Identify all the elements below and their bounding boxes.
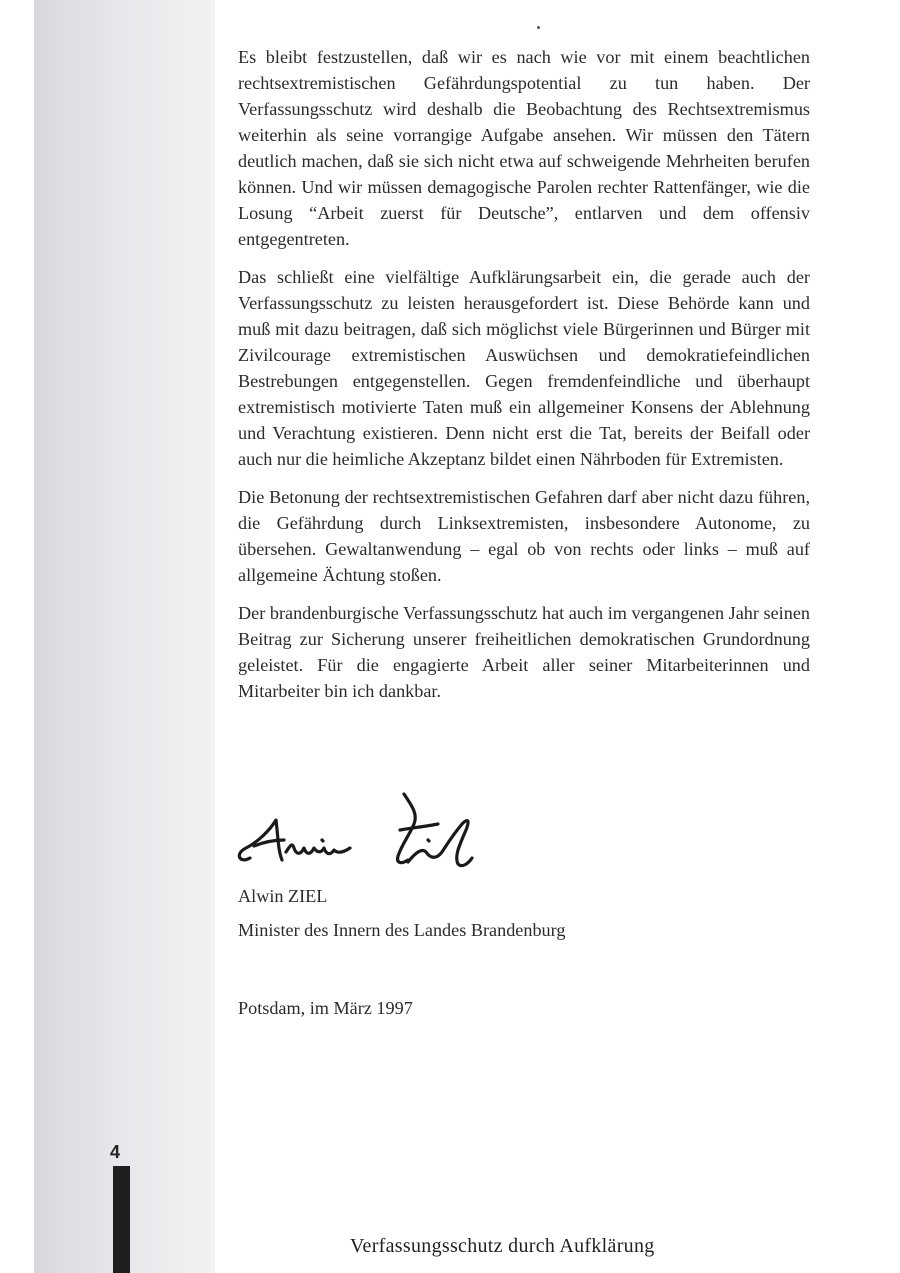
page-number: 4: [110, 1142, 121, 1162]
paragraph-4: Der brandenburgische Verfassungsschutz hat auch im vergangenen Jahr seinen Beitrag zur Sicherung unserer freiheitlichen demokratischen Grundordnung geleistet. Für die engagierte Arbeit aller seiner Mitarbeiterinnen und Mitarbeiter bin ich dankbar.: [238, 603, 810, 701]
paragraph-3: Die Betonung der rechtsextremistischen Gefahren darf aber nicht dazu führen, die Gefährdung durch Linksextremisten, insbesondere Autonome, zu übersehen. Gewaltanwendung – egal ob von rechts oder links – muß auf allgemeine Ächtung stoßen.: [238, 487, 810, 585]
paragraph-1: Es bleibt festzustellen, daß wir es nach wie vor mit einem beachtlichen rechtsextremistischen Gefährdungspotential zu tun haben. Der Verfassungsschutz wird deshalb die Beobachtung des Rechtsextremismus weiterhin als seine vorrangige Aufgabe ansehen. Wir müssen den Tätern deutlich machen, daß sie sich nicht etwa auf schweigende Mehrheiten berufen können. Und wir müssen demagogische Parolen rechter Rattenfänger, wie die Losung “Arbeit zuerst für Deutsche”, entlarven und dem offensiv entgegentreten.: [238, 47, 810, 249]
signatory-title: Minister des Innern des Landes Brandenburg: [238, 920, 566, 940]
page-margin-band: [34, 0, 215, 1273]
body-text: [238, 44, 810, 716]
page-bar-marker: [113, 1166, 130, 1273]
paragraph-2: Das schließt eine vielfältige Aufklärungsarbeit ein, die gerade auch der Verfassungsschutz zu leisten herausgefordert ist. Diese Behörde kann und muß mit dazu beitragen, daß sich möglichst viele Bürgerinnen und Bürger mit Zivilcourage extremistischen Auswüchsen und demokratiefeindlichen Bestrebungen entgegenstellen. Gegen fremdenfeindliche und überhaupt extremistisch motivierte Taten muß ein allgemeiner Konsens der Ablehnung und Verachtung existieren. Denn nicht erst die Tat, bereits der Beifall oder auch nur die heimliche Akzeptanz bildet einen Nährboden für Extremisten.: [238, 267, 810, 469]
place-date: Potsdam, im März 1997: [238, 998, 413, 1018]
signatory-name: Alwin ZIEL: [238, 886, 328, 906]
running-footer: Verfassungsschutz durch Aufklärung: [350, 1235, 655, 1257]
handwritten-signature: [232, 790, 492, 880]
print-mark: [537, 26, 540, 29]
